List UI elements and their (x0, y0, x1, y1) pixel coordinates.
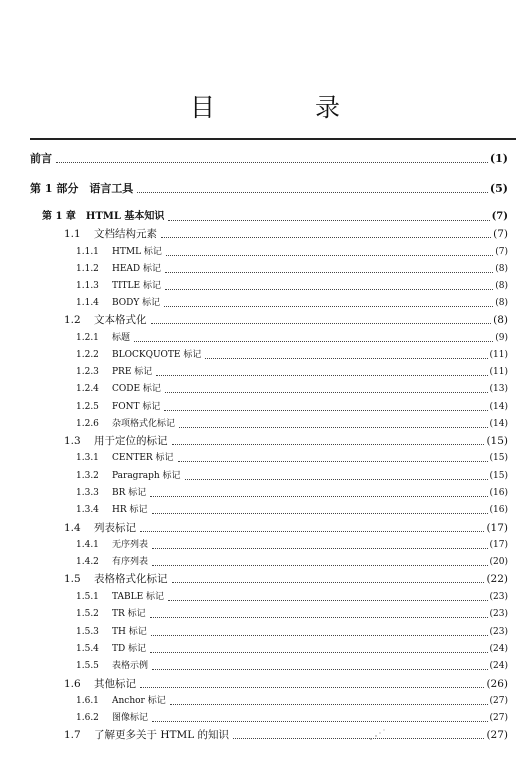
toc-dot-leader (161, 236, 491, 238)
toc-entry-label: 第 1 部分 语言工具 (30, 182, 134, 195)
toc-dot-leader (168, 599, 487, 601)
toc-entry[interactable] (76, 451, 508, 465)
toc-entry-label: CENTER 标记 (112, 453, 174, 463)
toc-dot-leader (172, 581, 485, 583)
toc-dot-leader (152, 512, 488, 514)
toc-dot-leader (151, 634, 488, 636)
toc-entry[interactable] (64, 677, 508, 691)
toc-entry-label: 标题 (112, 333, 131, 343)
toc-entry[interactable] (76, 296, 508, 310)
toc-entry-number: 1.5.5 (76, 661, 99, 671)
toc-dot-leader (156, 374, 487, 376)
toc-dot-leader (165, 391, 488, 393)
toc-entry-label: 其他标记 (94, 678, 136, 690)
toc-entry[interactable] (76, 262, 508, 276)
title-rule (30, 138, 516, 140)
toc-entry-label: TABLE 标记 (112, 592, 165, 602)
toc-entry[interactable] (76, 538, 508, 552)
toc-dot-leader (152, 547, 488, 549)
toc-entry-number: 1.5.4 (76, 644, 99, 654)
toc-entry-page: (15) (489, 453, 508, 463)
toc-dot-leader (164, 409, 487, 411)
toc-entry[interactable] (76, 279, 508, 293)
toc-entry[interactable] (76, 486, 508, 500)
toc-entry-label: PRE 标记 (112, 367, 153, 377)
toc-entry[interactable] (76, 642, 508, 656)
toc-entry-number: 1.1.2 (76, 264, 99, 274)
toc-entry-number: 1.5 (64, 573, 81, 585)
toc-entry-number: 1.4 (64, 522, 81, 534)
toc-entry-label: 第 1 章 HTML 基本知识 (42, 211, 165, 222)
toc-entry-number: 1.1 (64, 228, 81, 240)
toc-entry-number: 1.6 (64, 678, 81, 690)
toc-entry-page: (8) (495, 298, 508, 308)
toc-entry-page: (27) (489, 696, 508, 706)
toc-entry-number: 1.3 (64, 435, 81, 447)
toc-dot-leader (140, 530, 484, 532)
toc-entry-label: TR 标记 (112, 609, 146, 619)
toc-entry-page: (24) (489, 661, 508, 671)
toc-entry-page: (23) (489, 592, 508, 602)
toc-dot-leader (152, 564, 488, 566)
toc-dot-leader (170, 703, 488, 705)
scan-speck-mark (368, 728, 388, 742)
toc-entry-number: 1.2.2 (76, 350, 99, 360)
toc-entry-label: HEAD 标记 (112, 264, 161, 274)
toc-entry-label: 用于定位的标记 (94, 435, 168, 447)
toc-entry-number: 1.6.1 (76, 696, 99, 706)
toc-entry-label: 文档结构元素 (94, 228, 157, 240)
toc-entry-label: 杂项格式化标记 (112, 419, 176, 429)
toc-entry-page: (16) (489, 505, 508, 515)
toc-entry-label: 无序列表 (112, 540, 149, 550)
toc-dot-leader (140, 686, 484, 688)
toc-dot-leader (137, 191, 488, 193)
toc-dot-leader (165, 288, 493, 290)
toc-entry-number: 1.5.3 (76, 627, 99, 637)
toc-entry[interactable] (76, 417, 508, 431)
toc-entry-label: BODY 标记 (112, 298, 161, 308)
toc-entry[interactable] (30, 152, 508, 166)
toc-entry[interactable] (76, 469, 508, 483)
toc-entry[interactable] (76, 555, 508, 569)
toc-entry-page: (1) (489, 152, 508, 165)
toc-entry-number: 1.1.4 (76, 298, 99, 308)
toc-entry[interactable] (64, 728, 508, 742)
toc-entry-page: (15) (486, 435, 508, 447)
toc-entry[interactable] (64, 313, 508, 327)
toc-entry-number: 1.4.1 (76, 540, 99, 550)
toc-entry[interactable] (76, 625, 508, 639)
toc-entry[interactable] (76, 348, 508, 362)
toc-dot-leader (151, 322, 492, 324)
toc-entry-page: (17) (486, 522, 508, 534)
toc-entry-page: (17) (489, 540, 508, 550)
toc-entry-label: 文本格式化 (94, 314, 147, 326)
toc-entry[interactable] (30, 182, 508, 196)
toc-entry-number: 1.3.1 (76, 453, 99, 463)
toc-entry-page: (7) (493, 228, 508, 240)
toc-entry-page: (26) (486, 678, 508, 690)
toc-entry[interactable] (76, 711, 508, 725)
toc-entry-page: (11) (489, 367, 508, 377)
toc-dot-leader (150, 651, 487, 653)
toc-entry-label: 前言 (30, 152, 52, 165)
toc-entry-label: CODE 标记 (112, 384, 161, 394)
toc-entry-label: HR 标记 (112, 505, 148, 515)
toc-entry-number: 1.2.3 (76, 367, 99, 377)
toc-entry-number: 1.3.2 (76, 471, 99, 481)
toc-entry-label: FONT 标记 (112, 402, 161, 412)
toc-entry-label: 列表标记 (94, 522, 136, 534)
toc-entry-page: (5) (489, 182, 508, 195)
toc-entry-page: (23) (489, 627, 508, 637)
toc-entry[interactable] (76, 590, 508, 604)
toc-entry[interactable] (76, 659, 508, 673)
toc-entry-number: 1.2 (64, 314, 81, 326)
toc-entry-page: (16) (489, 488, 508, 498)
toc-entry-page: (7) (491, 211, 508, 222)
toc-entry-page: (13) (489, 384, 508, 394)
toc-dot-leader (166, 254, 493, 256)
toc-entry[interactable] (76, 331, 508, 345)
toc-entry-number: 1.7 (64, 729, 81, 741)
toc-dot-leader (178, 460, 488, 462)
toc-entry-label: 表格示例 (112, 661, 149, 671)
toc-entry-label: 图像标记 (112, 713, 149, 723)
toc-entry-label: Paragraph 标记 (112, 471, 181, 481)
toc-entry-number: 1.2.5 (76, 402, 99, 412)
toc-entry-label: TD 标记 (112, 644, 147, 654)
toc-entry-label: HTML 标记 (112, 247, 162, 257)
toc-entry[interactable] (64, 521, 508, 535)
toc-entry[interactable] (76, 694, 508, 708)
toc-dot-leader (134, 340, 493, 342)
page-title: 目 录 (190, 93, 386, 122)
toc-entry-number: 1.1.3 (76, 281, 99, 291)
toc-dot-leader (179, 426, 488, 428)
toc-dot-leader (172, 443, 485, 445)
toc-entry-label: TITLE 标记 (112, 281, 161, 291)
toc-entry-page: (9) (495, 333, 508, 343)
toc-entry-page: (8) (495, 281, 508, 291)
toc-entry-label: 表格格式化标记 (94, 573, 168, 585)
toc-entry-number: 1.2.6 (76, 419, 99, 429)
toc-entry[interactable] (76, 400, 508, 414)
toc-entry[interactable] (76, 382, 508, 396)
toc-entry-label: BLOCKQUOTE 标记 (112, 350, 202, 360)
toc-entry-number: 1.3.4 (76, 505, 99, 515)
toc-entry-label: BR 标记 (112, 488, 147, 498)
toc-dot-leader (205, 357, 487, 359)
toc-entry[interactable] (64, 227, 508, 241)
toc-dot-leader (164, 305, 493, 307)
toc-entry[interactable] (64, 434, 508, 448)
toc-entry-number: 1.5.1 (76, 592, 99, 602)
toc-entry-number: 1.3.3 (76, 488, 99, 498)
toc-entry-number: 1.1.1 (76, 247, 99, 257)
toc-entry-page: (8) (493, 314, 508, 326)
toc-entry[interactable] (76, 607, 508, 621)
toc-entry-label: Anchor 标记 (112, 696, 166, 706)
toc-entry-label: TH 标记 (112, 627, 147, 637)
toc-dot-leader (233, 737, 484, 739)
toc-entry-label: 有序列表 (112, 557, 149, 567)
toc-dot-leader (150, 616, 488, 618)
toc-dot-leader (56, 161, 488, 163)
toc-entry-page: (27) (486, 729, 508, 741)
toc-entry-page: (24) (489, 644, 508, 654)
toc-entry-page: (14) (489, 402, 508, 412)
toc-entry-page: (11) (489, 350, 508, 360)
toc-entry-page: (14) (489, 419, 508, 429)
toc-entry-page: (27) (489, 713, 508, 723)
toc-entry[interactable] (76, 365, 508, 379)
toc-entry[interactable] (76, 245, 508, 259)
toc-entry[interactable] (76, 503, 508, 517)
toc-entry-number: 1.6.2 (76, 713, 99, 723)
toc-entry-number: 1.2.1 (76, 333, 99, 343)
toc-entry-number: 1.5.2 (76, 609, 99, 619)
toc-entry-page: (8) (495, 264, 508, 274)
toc-dot-leader (168, 219, 489, 221)
toc-dot-leader (152, 668, 488, 670)
toc-entry[interactable] (64, 572, 508, 586)
toc-entry-page: (22) (486, 573, 508, 585)
toc-entry-page: (23) (489, 609, 508, 619)
toc-entry[interactable] (42, 210, 508, 224)
toc-dot-leader (185, 478, 488, 480)
toc-entry-page: (20) (489, 557, 508, 567)
toc-dot-leader (150, 495, 487, 497)
toc-entry-page: (7) (495, 247, 508, 257)
toc-entry-number: 1.2.4 (76, 384, 99, 394)
toc-entry-label: 了解更多关于 HTML 的知识 (94, 729, 230, 741)
toc-entry-number: 1.4.2 (76, 557, 99, 567)
toc-dot-leader (152, 720, 488, 722)
toc-entry-page: (15) (489, 471, 508, 481)
toc-dot-leader (165, 271, 493, 273)
